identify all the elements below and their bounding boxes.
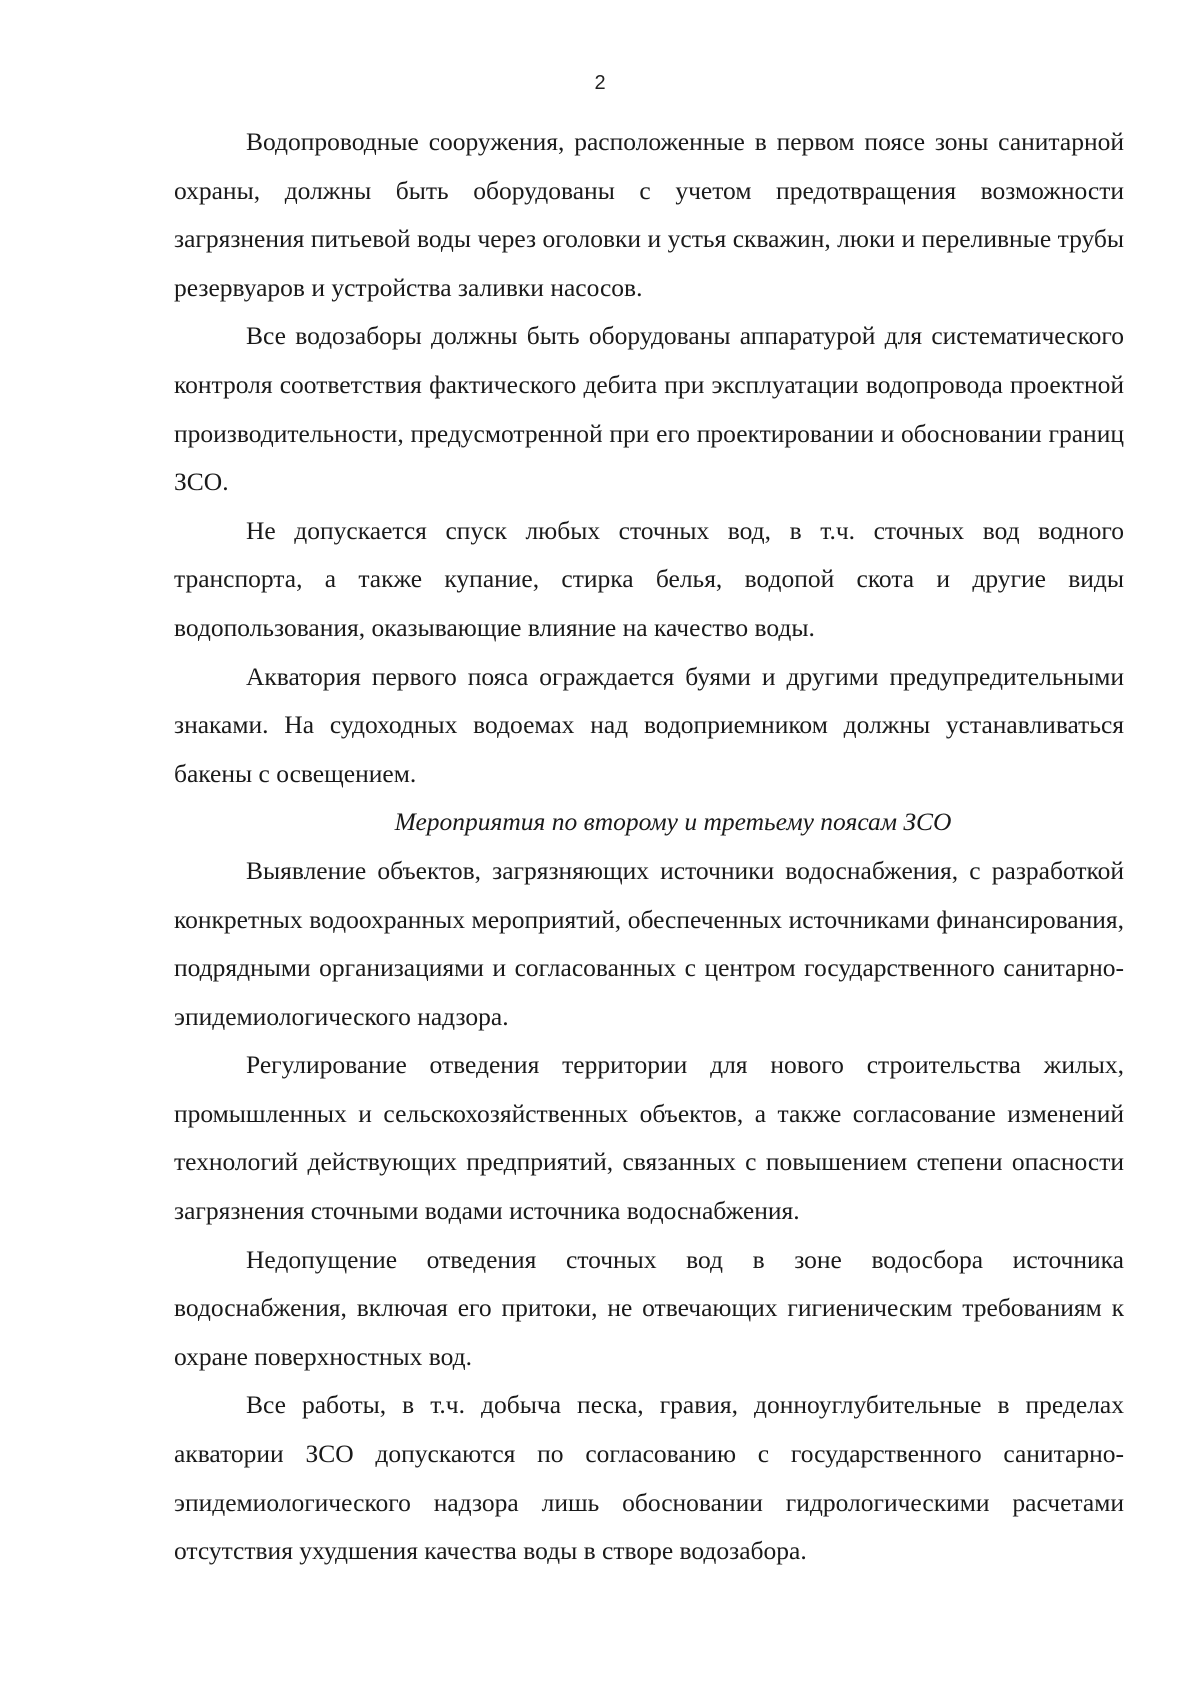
document-body: [174, 118, 1124, 1576]
paragraph: Акватория первого пояса ограждается буями и другими предупредительными знаками. На судоходных водоемах над водоприемником должны устанавливаться бакены с освещением.: [174, 661, 1124, 788]
paragraph: Недопущение отведения сточных вод в зоне водосбора источника водоснабжения, включая его притоки, не отвечающих гигиеническим требованиям к охране поверхностных вод.: [174, 1244, 1124, 1371]
paragraph: Выявление объектов, загрязняющих источники водоснабжения, с разработкой конкретных водоохранных мероприятий, обеспеченных источниками финансирования, подрядными организациями и согласованных с центром государственного санитарно-эпидемиологического надзора.: [174, 855, 1124, 1031]
section-heading: Мероприятия по второму и третьему поясам ЗСО: [394, 807, 952, 837]
paragraph: Регулирование отведения территории для нового строительства жилых, промышленных и сельскохозяйственных объектов, а также согласование изменений технологий действующих предприятий, связанных с повышением степени опасности загрязнения сточными водами источника водоснабжения.: [174, 1050, 1124, 1226]
paragraph: Все водозаборы должны быть оборудованы аппаратурой для систематического контроля соответствия фактического дебита при эксплуатации водопровода проектной производительности, предусмотренной при его проектировании и обосновании границ ЗСО.: [174, 321, 1124, 497]
paragraph: Водопроводные сооружения, расположенные в первом поясе зоны санитарной охраны, должны быть оборудованы с учетом предотвращения возможности загрязнения питьевой воды через оголовки и устья скважин, люки и переливные трубы резервуаров и устройства заливки насосов.: [174, 127, 1124, 302]
paragraph: Не допускается спуск любых сточных вод, в т.ч. сточных вод водного транспорта, а также купание, стирка белья, водопой скота и другие виды водопользования, оказывающие влияние на качество воды.: [174, 515, 1124, 642]
paragraph: Все работы, в т.ч. добыча песка, гравия, донноуглубительные в пределах акватории ЗСО допускаются по согласованию с государственного санитарно-эпидемиологического надзора лишь обосновании гидрологическими расчетами отсутствия ухудшения качества воды в створе водозабора.: [174, 1390, 1124, 1566]
page-number: 2: [594, 72, 606, 94]
